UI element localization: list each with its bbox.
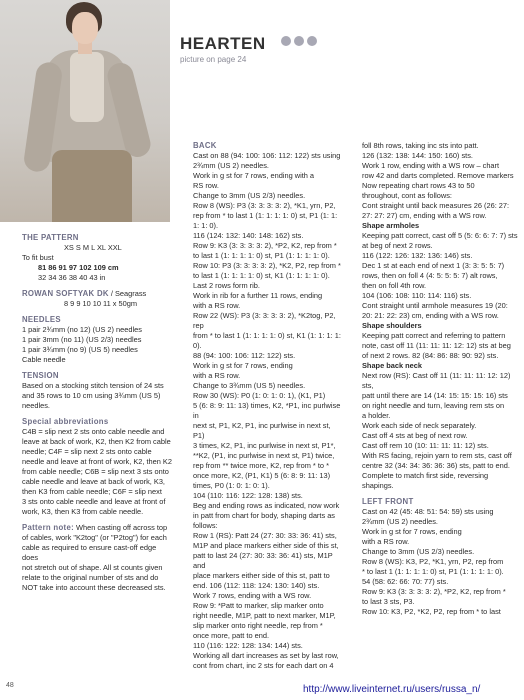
photo-top [70,52,104,122]
instruction-line: Change to 3¾mm (US 5) needles. [193,381,306,390]
instruction-line: note, cast off 11 (11: 11: 11: 12: 12) sts at beg [362,341,511,350]
tension-line: needles. [22,401,50,410]
instruction-line: Row 10: K3, P2, *K2, P2, rep from * to last [362,607,501,616]
instruction-line: 5 (6: 8: 9: 11: 13) times, K2, *P1, inc purlwise in [193,401,341,420]
note-line: of cables, work "K2tog" (or "P2tog") for each [22,533,167,542]
instruction-line: Change to 3mm (US 2/3) needles. [193,191,306,200]
pattern-note-label: Pattern note: [22,523,74,532]
instruction-line: rep from ** twice more, K2, rep from * to * [193,461,329,470]
instruction-line: once more, K2, (P1, K1) 5 (6: 8: 9: 11: 13) [193,471,331,480]
left-front-heading: LEFT FRONT [362,497,414,506]
note-line: When casting off across top [73,523,168,532]
difficulty-dot [294,36,304,46]
abbreviations-heading: Special abbreviations [22,417,109,426]
abbrev-line: cable needle and leave at back of work, K3, [22,477,165,486]
instruction-line: Work in g st for 7 rows, ending with a [193,171,315,180]
instruction-line: rows, then on foll 4 (4: 5: 5: 5: 7) alt rows, [362,271,498,280]
bust-in: 32 34 36 38 40 43 in [38,273,106,282]
pattern-title: HEARTEN [180,34,266,53]
instruction-line: 116 (124: 132: 140: 148: 162) sts. [193,231,304,240]
instruction-line: shapings. [362,481,394,490]
instruction-line: once more, patt to end. [193,631,270,640]
instruction-line: Last 2 rows form rib. [193,281,260,290]
instruction-line: 110 (116: 122: 128: 134: 144) sts. [193,641,303,650]
instruction-line: M1P and place markers either side of this st, [193,541,339,550]
instruction-line: Cast on 42 (45: 48: 51: 54: 59) sts using [362,507,494,516]
instruction-line: foll 8th rows, taking inc sts into patt. [362,141,479,150]
yarn-colour: / Seagrass [108,289,147,298]
bust-cm: 81 86 91 97 102 109 cm [38,263,119,272]
instruction-line: 2¾mm (US 2) needles. [193,161,269,170]
instruction-line: * to last 1 (1: 1: 1: 1: 0) st, P1 (1: 1: 1: 1: 0). [362,567,504,576]
instruction-line: Work in rib for a further 11 rows, ending [193,291,323,300]
instruction-line: right needle, M1P, patt to next marker, M1P, [193,611,336,620]
needle-line: 1 pair 3mm (no 11) (US 2/3) needles [22,335,142,344]
instruction-line: Row 10: P3 (3: 3: 3: 3: 2), *K2, P2, rep from * [193,261,341,270]
instruction-line: centre 32 (34: 34: 36: 36: 36) sts, patt to end. [362,461,510,470]
instruction-line: rep from * to last 1 (1: 1: 1: 1: 0) st, P1 (1: 1: 1: 1: 0). [193,211,338,230]
abbrev-line: needle; C4F = slip next 2 sts onto cable [22,447,152,456]
instruction-line: from * to last 1 (1: 1: 1: 1: 0) st, K1 (1: 1: 1: 1: 0). [193,331,341,350]
instruction-line: Work each side of neck separately. [362,421,477,430]
instruction-line: 126 (132: 138: 144: 150: 160) sts. [362,151,473,160]
yarn-amounts: 8 9 9 10 10 11 x 50gm [64,299,137,308]
instruction-line: Row 22 (WS): P3 (3: 3: 3: 3: 2), *K2tog, P2, rep [193,311,336,330]
instruction-line: Keeping patt correct, cast off 5 (5: 6: 6: 7: 7) sts [362,231,518,240]
instruction-line: Cast on 88 (94: 100: 106: 112: 122) sts using [193,151,341,160]
instruction-line: 54 (58: 62: 66: 70: 77) sts. [362,577,449,586]
instruction-line: end. 106 (112: 118: 124: 130: 140) sts. [193,581,320,590]
page-number: 48 [6,682,14,689]
note-line: cable as required to ensure cast-off edge does [22,543,157,562]
instruction-line: Dec 1 st at each end of next 1 (3: 3: 5: 5: 7) [362,261,505,270]
instruction-line: follows: [193,521,218,530]
abbrev-line: work, K3, then K3 from cable needle. [22,507,144,516]
needle-line: 1 pair 2¾mm (no 12) (US 2) needles [22,325,142,334]
abbrev-line: needle and leave at front of work, K2, then K2 [22,457,172,466]
back-neck-heading: Shape back neck [362,361,422,370]
instruction-line: Keeping patt correct and referring to pattern [362,331,506,340]
photo-skirt [52,150,132,222]
needle-line: 1 pair 3¾mm (no 9) (US 5) needles [22,345,138,354]
source-watermark: http://www.liveinternet.ru/users/russa_n/ [303,684,481,695]
instruction-line: Work in g st for 7 rows, ending [362,527,462,536]
photo-face [72,12,98,44]
instruction-line: cont from chart, inc 2 sts for each dart on 4 [193,661,334,670]
fit-label: To fit bust [22,253,54,262]
instruction-line: Cast off 4 sts at beg of next row. [362,431,468,440]
instruction-line: Cast off rem 10 (10: 11: 11: 11: 12) sts. [362,441,489,450]
instruction-line: Row 9: K3 (3: 3: 3: 3: 2), *P2, K2, rep from * [362,587,506,596]
instruction-line: 27: 27: 27) cm, ending with a WS row. [362,211,487,220]
instruction-line: to last 1 (1: 1: 1: 1: 0) st, K1 (1: 1: 1: 1: 0). [193,271,330,280]
instruction-line: Working all dart increases as set by last row, [193,651,339,660]
instruction-line: in patt from chart for body, shaping darts as [193,511,335,520]
instruction-line: Work 7 rows, ending with a WS row. [193,591,312,600]
tension-heading: TENSION [22,371,59,380]
size-labels: XS S M L XL XXL [64,243,122,252]
abbrev-line: leave at back of work, K2, then K2 from cable [22,437,171,446]
instruction-line: 2¾mm (US 2) needles. [362,517,438,526]
note-line: relate to the original number of sts and do [22,573,159,582]
instruction-line: Cont straight until armhole measures 19 (20: [362,301,508,310]
instruction-line: of next 2 rows. 82 (84: 86: 88: 90: 92) sts. [362,351,499,360]
needles-heading: NEEDLES [22,315,61,324]
instruction-line: Row 8 (WS): K3, P2, *K1, yrn, P2, rep from [362,557,504,566]
middle-column [193,141,343,671]
instruction-line: next st, P1, K2, P1, inc purlwise in next st, P1) [193,421,331,440]
instruction-line: Beg and ending rows as indicated, now work [193,501,340,510]
shoulders-heading: Shape shoulders [362,321,422,330]
instruction-line: Complete to match first side, reversing [362,471,489,480]
right-column [362,141,518,617]
instruction-line: to last 3 sts, P3. [362,597,415,606]
note-line: NOT take into account these decreased sts. [22,583,166,592]
note-line: not stretch out of shape. All st counts given [22,563,163,572]
instruction-line: with a RS row. [193,301,241,310]
difficulty-dot [281,36,291,46]
instruction-line: With RS facing, rejoin yarn to rem sts, cast off [362,451,512,460]
instruction-line: 20: 21: 22: 23) cm, ending with a WS row. [362,311,499,320]
instruction-line: then on foll 4th row. [362,281,427,290]
instruction-line: place markers either side of this st, patt to [193,571,330,580]
instruction-line: Row 1 (RS): Patt 24 (27: 30: 33: 36: 41) sts, [193,531,337,540]
instruction-line: Next row (RS): Cast off 11 (11: 11: 11: 12: 12) sts, [362,371,511,390]
instruction-line: throughout, cont as follows: [362,191,452,200]
instruction-line: patt until there are 14 (14: 15: 15: 15: 16) sts [362,391,508,400]
instruction-line: Work in g st for 7 rows, ending [193,361,293,370]
difficulty-dot [307,36,317,46]
tension-line: Based on a stocking stitch tension of 24 sts [22,381,164,390]
instruction-line: on right needle and turn, leaving rem sts on [362,401,505,410]
instruction-line: Row 8 (WS): P3 (3: 3: 3: 3: 2), *K1, yrn, P2, [193,201,336,210]
armholes-heading: Shape armholes [362,221,420,230]
instruction-line: with a RS row. [362,537,410,546]
pattern-heading: THE PATTERN [22,233,79,242]
left-column [22,233,174,593]
difficulty-dots [281,36,317,46]
instruction-line: with a RS row. [193,371,241,380]
instruction-line: Cont straight until back measures 26 (26: 27: [362,201,510,210]
instruction-line: 116 (122: 126: 132: 136: 146) sts. [362,251,473,260]
instruction-line: Now repeating chart rows 43 to 50 [362,181,475,190]
abbrev-line: then K3 from cable needle; C6F = slip next [22,487,162,496]
yarn-heading: ROWAN SOFTYAK DK [22,289,109,298]
instruction-line: Row 9: K3 (3: 3: 3: 3: 2), *P2, K2, rep from * [193,241,337,250]
abbrev-line: 3 sts onto cable needle and leave at front of [22,497,166,506]
tension-line: and 35 rows to 10 cm using 3¾mm (US 5) [22,391,161,400]
instruction-line: to last 1 (1: 1: 1: 1: 0) st, P1 (1: 1: 1: 1: 0). [193,251,330,260]
garment-photo [0,0,170,222]
instruction-line: slip marker onto right needle, rep from * [193,621,323,630]
instruction-line: 88 (94: 100: 106: 112: 122) sts. [193,351,296,360]
instruction-line: **K2, (P1, inc purlwise in next st, P1) twice, [193,451,335,460]
instruction-line: 3 times, K2, P1, inc purlwise in next st, P1*, [193,441,336,450]
needle-line: Cable needle [22,355,66,364]
instruction-line: Change to 3mm (US 2/3) needles. [362,547,475,556]
instruction-line: times, P0 (1: 0: 1: 0: 1). [193,481,270,490]
instruction-line: patt to last 24 (27: 30: 33: 36: 41) sts, M1P and [193,551,333,570]
instruction-line: Row 9: *Patt to marker, slip marker onto [193,601,324,610]
instruction-line: a holder. [362,411,391,420]
abbrev-line: C4B = slip next 2 sts onto cable needle and [22,427,165,436]
instruction-line: RS row. [193,181,219,190]
instruction-line: 104 (110: 116: 122: 128: 138) sts. [193,491,303,500]
instruction-line: 104 (106: 108: 110: 114: 116) sts. [362,291,472,300]
instruction-line: Row 30 (WS): P0 (1: 0: 1: 0: 1), (K1, P1) [193,391,326,400]
picture-reference: picture on page 24 [180,55,247,64]
instruction-line: Work 1 row, ending with a WS row – chart [362,161,500,170]
abbrev-line: from cable needle; C6B = slip next 3 sts onto [22,467,169,476]
instruction-line: at beg of next 2 rows. [362,241,433,250]
instruction-line: row 42 and darts completed. Remove markers [362,171,514,180]
back-heading: BACK [193,141,217,150]
